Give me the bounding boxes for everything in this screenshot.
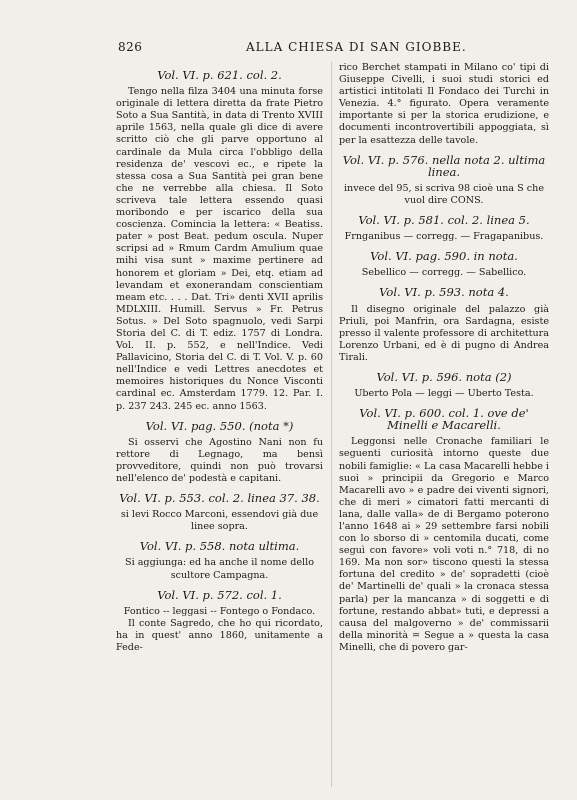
paragraph: Si osservi che Agostino Nani non fu rettore di Legnago, ma bensì provveditore, quindi non può trovarsi nell'elenco de' podestà e capitani. xyxy=(116,436,323,484)
right-text-column xyxy=(339,62,549,654)
paragraph-continuation: rico Berchet stampati in Milano co' tipi di Giuseppe Civelli, i suoi studi storici ed artistici intitolati Il Fondaco dei Turchi in Venezia. 4.° figurato. Opera veramente importante si per la storica erudizione, e documenti incontrovertibili appoggiata, sì per la esattezza delle tavole. xyxy=(339,62,549,146)
paragraph: Tengo nella filza 3404 una minuta forse originale di lettera diretta da frate Pietro Soto a Sua Santità, in data di Trento XVIII aprile 1563, nella quale gli dice di avere scritto ciò che gli parve opportuno al cardinale da Mula circa l'obbligo della residenza de' vescovi ec., e ripete la stessa cosa a Sua Santità pei gran bene che ne verrebbe alla chiesa. Il Soto scriveva tale lettera essendo quasi moribondo e per iscarico della sua coscienza. Comincia la lettera: « Beatiss. pater » post Beat. pedum oscula. Nuper scripsi ad » Rmum Cardm Amulium quae mihi visa sunt » maxime pertinere ad honorem et gloriam » Dei, etq. etiam ad levandam et exonerandam conscientiam meam etc. . . . Dat. Tri» denti XVII aprilis MDLXIII. Humill. Servus » Fr. Petrus Sotus. » Del Soto spagnuolo, vedi Sarpi Storia del C. di T. ediz. 1757 di Londra. Vol. II. p. 552, e nell'Indice. Vedi Pallavicino, Storia del C. di T. Vol. V. p. 60 nell'Indice e vedi Lettres anecdotes et memoires historiques du Nonce Visconti cardinal ec. Amsterdam 1779. 12. Par. I. p. 237 243. 245 ec. anno 1563. xyxy=(116,86,323,412)
section-heading: Vol. VI. p. 553. col. 2. linea 37. 38. xyxy=(119,491,320,506)
running-title: ALLA CHIESA DI SAN GIOBBE. xyxy=(246,40,467,54)
section-heading: Vol. VI. pag. 550. (nota *) xyxy=(145,418,294,433)
correction-note: Frnganibus — corregg. — Fragapanibus. xyxy=(344,231,544,243)
correction-note: si levi Rocco Marconi, essendovi già due linee sopra. xyxy=(120,509,319,533)
column-gutter xyxy=(331,62,332,787)
paragraph: Il disegno originale del palazzo già Priuli, poi Manfrin, ora Sardagna, esiste presso il valente professore di architettura Lorenzo Urbani, ed è di pugno di Andrea Tirali. xyxy=(339,303,549,363)
section-heading: Vol. VI. p. 596. nota (2) xyxy=(376,369,512,384)
section-heading: Vol. VI. p. 593. nota 4. xyxy=(379,285,509,300)
page-header xyxy=(0,40,577,56)
section-heading: Vol. VI. p. 572. col. 1. xyxy=(157,587,282,602)
page-number: 826 xyxy=(118,40,143,54)
paragraph: Leggonsi nelle Cronache familiari le seguenti curiosità intorno queste due nobili famiglie: « La casa Macarelli hebbe i suoi » principii da Gregorio e Marco Macarelli avo » e padre dei viventi signori, che di meri » cimatori fatti mercanti di lana, dalle valla» de di Bergamo poterono l'anno 1648 ai » 29 settembre farsi nobili con lo sborso di » centomila ducati, come seguì con favore» voli voti n.° 718, di no 169. Ma non sor» tiscono questi la stessa fortuna del credito » de' sopradetti (cioè de' Martinelli de' quali » la cronaca stessa parla) per la mancanza » di soggetti e di fortune, restando abbat» tuti, e depressi a causa del malgoverno » de' commissarii della minorità = Segue a » questa la casa Minelli, che di povero gar- xyxy=(339,436,549,653)
correction-note: invece del 95, si scriva 98 cioè una S che vuol dire CONS. xyxy=(343,182,545,206)
section-heading: Vol. VI. p. 600. col. 1. ove de' Minelli e Macarelli. xyxy=(359,406,529,433)
correction-note: Sebellico — corregg. — Sabellico. xyxy=(361,267,527,279)
paragraph: Il conte Sagredo, che ho qui ricordato, ha in quest' anno 1860, unitamente a Fede- xyxy=(116,617,323,654)
correction-note: Fontico -- leggasi -- Fontego o Fondaco. xyxy=(123,605,316,617)
correction-note: Si aggiunga: ed ha anche il nome dello scultore Campagna. xyxy=(125,557,314,581)
left-text-column xyxy=(116,62,323,654)
section-heading: Vol. VI. p. 621. col. 2. xyxy=(157,68,282,82)
correction-note: Uberto Pola — leggi — Uberto Testa. xyxy=(354,388,534,400)
section-heading: Vol. VI. p. 576. nella nota 2. ultima linea. xyxy=(342,152,546,179)
section-heading: Vol. VI. p. 558. nota ultima. xyxy=(139,539,300,554)
section-heading: Vol. VI. p. 581. col. 2. linea 5. xyxy=(358,213,530,228)
section-heading: Vol. VI. pag. 590. in nota. xyxy=(370,249,518,264)
